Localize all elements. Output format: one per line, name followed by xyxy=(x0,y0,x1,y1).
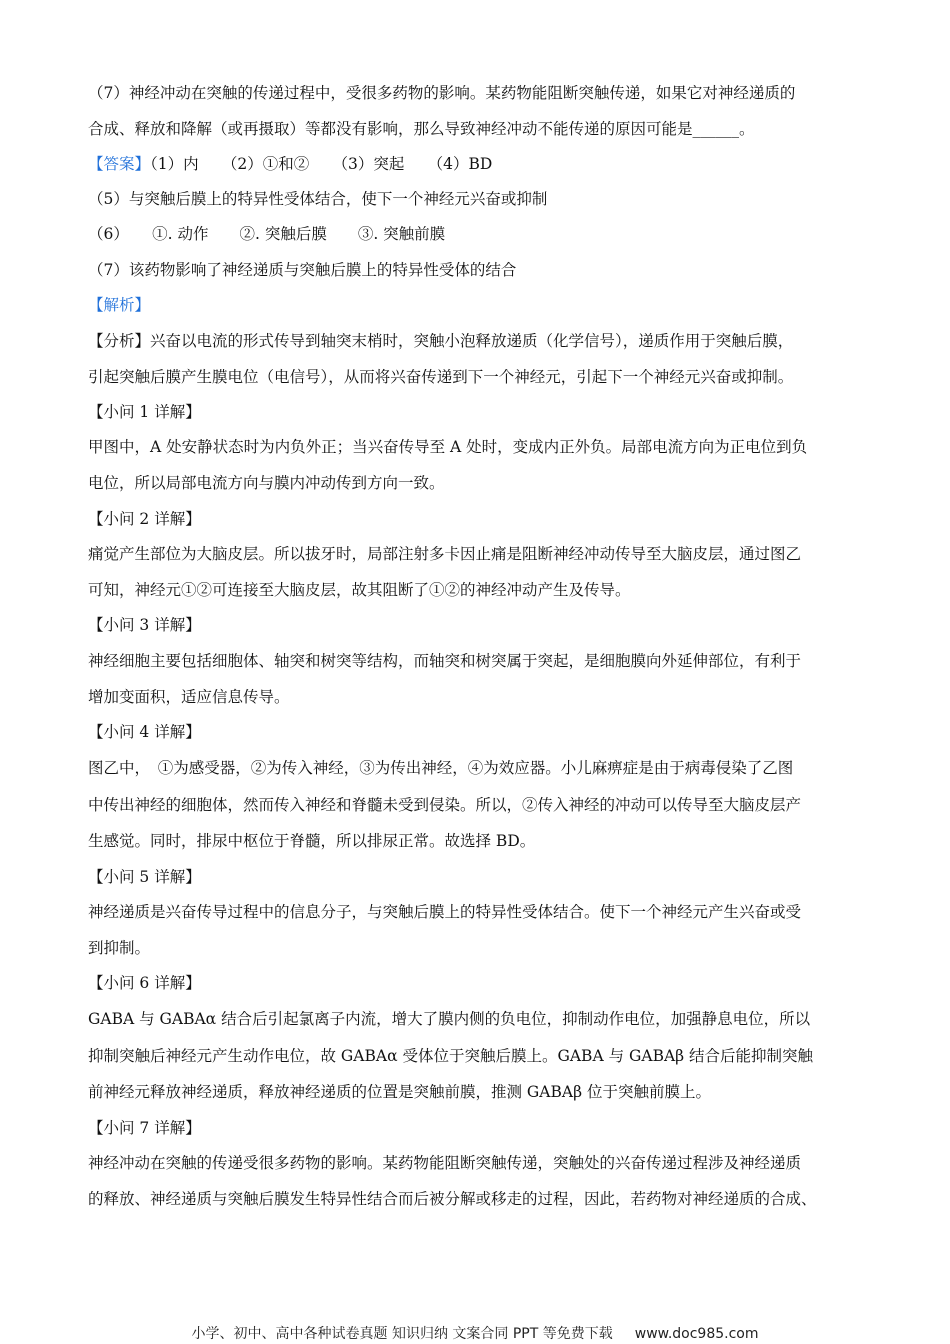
sub-question-1-line-2: 电位，所以局部电流方向与膜内冲动传到方向一致。 xyxy=(88,474,445,492)
answer-tag: 【答案】 xyxy=(88,155,151,173)
sub-question-1-line-1: 甲图中，A 处安静状态时为内负外正；当兴奋传导至 A 处时，变成内正外负。局部电流方向为正电位到负 xyxy=(88,438,808,456)
analysis-tag: 【解析】 xyxy=(88,296,151,314)
sub-question-7-line-2: 的释放、神经递质与突触后膜发生特异性结合而后被分解或移走的过程，因此，若药物对神经递质的合成、 xyxy=(88,1190,817,1208)
question-7-line-2: 合成、释放和降解（或再摄取）等都没有影响，那么导致神经冲动不能传递的原因可能是______。 xyxy=(88,120,755,138)
sub-question-2-heading: 【小问 2 详解】 xyxy=(88,510,201,528)
sub-question-4-line-3: 生感觉。同时，排尿中枢位于脊髓，所以排尿正常。故选择 BD。 xyxy=(88,832,536,850)
answer-line-1 xyxy=(88,154,878,174)
question-7-line-1: （7）神经冲动在突触的传递过程中，受很多药物的影响。某药物能阻断突触传递，如果它对神经递质的 xyxy=(88,84,796,102)
sub-question-4-line-1: 图乙中， ①为感受器，②为传入神经，③为传出神经，④为效应器。小儿麻痹症是由于病毒侵染了乙图 xyxy=(88,759,794,777)
footer-text: 小学、初中、高中各种试卷真题 知识归纳 文案合同 PPT 等免费下载 xyxy=(191,1326,613,1342)
sub-question-1-heading: 【小问 1 详解】 xyxy=(88,403,201,421)
sub-question-3-heading: 【小问 3 详解】 xyxy=(88,616,201,634)
answer-line-4: （7）该药物影响了神经递质与突触后膜上的特异性受体的结合 xyxy=(88,261,517,279)
answer-text-1: （1）内 （2）①和② （3）突起 （4）BD xyxy=(150,155,493,173)
footer-link[interactable]: www.doc985.com xyxy=(634,1326,759,1342)
sub-question-6-heading: 【小问 6 详解】 xyxy=(88,974,201,992)
sub-question-3-line-1: 神经细胞主要包括细胞体、轴突和树突等结构，而轴突和树突属于突起，是细胞膜向外延伸部位，有利于 xyxy=(88,652,802,670)
sub-question-5-heading: 【小问 5 详解】 xyxy=(88,868,201,886)
sub-question-7-line-1: 神经冲动在突触的传递受很多药物的影响。某药物能阻断突触传递，突触处的兴奋传递过程涉及神经递质 xyxy=(88,1154,802,1172)
sub-question-4-heading: 【小问 4 详解】 xyxy=(88,723,201,741)
sub-question-6-line-3: 前神经元释放神经递质，释放神经递质的位置是突触前膜，推测 GABAβ 位于突触前膜上。 xyxy=(88,1083,711,1101)
sub-question-2-line-2: 可知，神经元①②可连接至大脑皮层，故其阻断了①②的神经冲动产生及传导。 xyxy=(88,581,631,599)
page-footer xyxy=(0,1325,950,1343)
sub-question-4-line-2: 中传出神经的细胞体，然而传入神经和脊髓未受到侵染。所以，②传入神经的冲动可以传导至大脑皮层产 xyxy=(88,796,802,814)
sub-question-7-heading: 【小问 7 详解】 xyxy=(88,1119,201,1137)
sub-question-6-line-1: GABA 与 GABAα 结合后引起氯离子内流，增大了膜内侧的负电位，抑制动作电位，加强静息电位，所以 xyxy=(88,1010,811,1028)
sub-question-5-line-2: 到抑制。 xyxy=(88,939,151,957)
sub-question-5-line-1: 神经递质是兴奋传导过程中的信息分子，与突触后膜上的特异性受体结合。使下一个神经元产生兴奋或受 xyxy=(88,903,802,921)
sub-question-6-line-2: 抑制突触后神经元产生动作电位，故 GABAα 受体位于突触后膜上。GABA 与 GABAβ 结合后能抑制突触 xyxy=(88,1047,814,1065)
analysis-intro-line-1: 【分析】兴奋以电流的形式传导到轴突末梢时，突触小泡释放递质（化学信号），递质作用于突触后膜， xyxy=(88,332,794,350)
sub-question-2-line-1: 痛觉产生部位为大脑皮层。所以拔牙时，局部注射多卡因止痛是阻断神经冲动传导至大脑皮层，通过图乙 xyxy=(88,545,802,563)
answer-line-2: （5）与突触后膜上的特异性受体结合，使下一个神经元兴奋或抑制 xyxy=(88,190,548,208)
analysis-intro-line-2: 引起突触后膜产生膜电位（电信号），从而将兴奋传递到下一个神经元，引起下一个神经元兴奋或抑制。 xyxy=(88,368,794,386)
answer-line-3: （6） ①. 动作 ②. 突触后膜 ③. 突触前膜 xyxy=(88,225,446,243)
sub-question-3-line-2: 增加变面积，适应信息传导。 xyxy=(88,688,290,706)
